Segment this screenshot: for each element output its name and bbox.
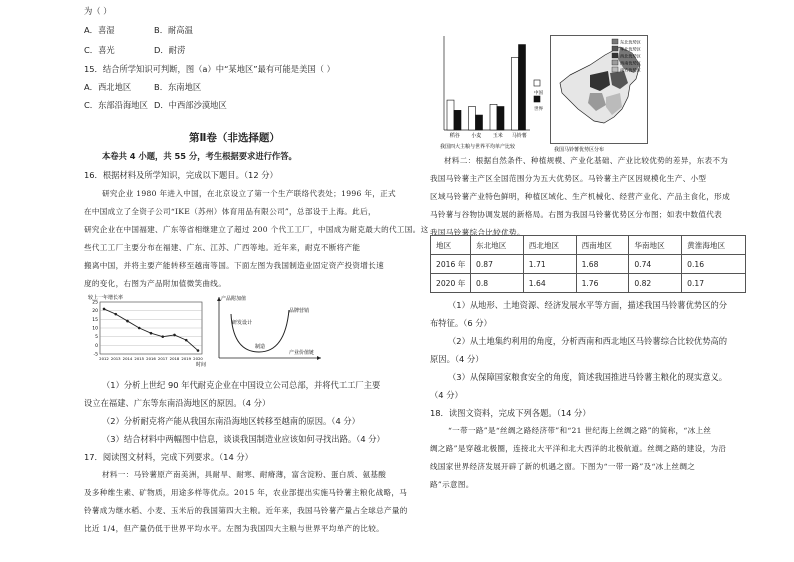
q17-sub1-line2: 布特征。（6 分） [430,318,492,328]
data-point [161,335,164,338]
table-row [431,255,746,274]
q15-option-c: C．东部沿海地区 [84,100,148,110]
q17-para-line: 比近 1/4，但产量仍低于世界平均水平。左图为我国四大主粮与世界平均单产的比较。 [84,524,385,533]
legend-swatch [612,67,618,72]
table-cell: 2020 年 [431,274,471,293]
x-tick-label: 2018 [169,356,180,361]
mat2-line: 材料二：根据自然条件、种植规模、产业化基础、产业比较优势的差异，东表不为 [444,156,729,165]
table-cell: 0.87 [471,255,524,274]
mat2-line: 我国马铃薯主产区全国范围分为五大优势区。马铃薯主产区因规模化生产、小型 [430,174,707,183]
x-tick-label: 2016 [146,356,156,361]
y-tick-label: 10 [92,326,98,332]
mat2-line: 我国马铃薯综合比较优势。 [430,228,525,237]
q15-option-a: A．西北地区 [84,82,132,92]
q15-option-d: D．中西部沙漠地区 [154,100,227,110]
q17-sub2-line1: （2）从土地集约利用的角度，分析西南和西北地区马铃薯综合比较优势高的 [448,336,728,346]
x-tick-label: 2017 [157,356,168,361]
mat2-line: 区域马铃薯产业特色鲜明，种植区域化、生产机械化、经营产业化、产品主食化，形成 [430,192,730,201]
q16-para-line: 研究企业在中国福建、广东等省相继建立了超过 200 个代工工厂，中国成为耐克最大的代工国。这 [84,225,429,234]
q17-sub3-line1: （3）从保障国家粮食安全的角度，简述我国推进马铃薯主粮化的现实意义。 [448,372,728,382]
x-tick-label: 2015 [134,356,145,361]
y-tick-label: 20 [92,309,98,315]
q14-option-a: A．喜湿 [84,25,115,35]
x-tick-label: 2020 [193,356,203,361]
chart-title: 我国四大主粮与世界平均单产比较 [440,144,516,150]
table-header-cell: 地区 [431,236,471,255]
category-label: 马铃薯 [511,133,527,139]
smile-curve-chart [209,292,334,367]
table-header-cell: 东北地区 [471,236,524,255]
section-note: 本卷共 4 小题，共 55 分，考生根据要求进行作答。 [102,151,297,161]
q16-sub1-line1: （1）分析上世纪 90 年代耐克企业在中国设立公司总部，并将代工工厂主要 [102,380,381,390]
y-tick-label: 0 [95,343,98,349]
y-axis-label: 较上一年增长率 [88,295,124,301]
investment-growth-chart [84,292,214,367]
q16-para-line: 研究企业 1980 年进入中国，在北京设立了第一个生产联络代表处；1996 年，正式 [102,189,396,198]
q16-sub3: （3）结合材料中两幅图中信息，谈谈我国制造业应该如何寻找出路。（4 分） [102,434,385,444]
bar [490,104,497,130]
bar [469,107,476,131]
table-cell: 0.8 [471,274,524,293]
legend-label: 西南优势区 [620,60,641,66]
q16-para-line: 在中国成立了全资子公司“IKE（苏州）体育用品有限公司”，总部设于上海。此后， [84,207,376,216]
right-column [430,0,750,562]
q16-para-line: 搬离中国，并将主要产能转移至越南等国。下面左图为我国制造业固定资产投资增长速 [84,261,384,270]
x-tick-label: 2012 [99,356,109,361]
q15-stem: 15．结合所学知识可判断，图（a）中“某地区”最有可能是美国（ ） [84,64,335,74]
q18-para-line: 路”示意图。 [430,480,474,489]
y-tick-label: 25 [92,300,98,306]
data-point [103,308,106,311]
q14-option-d: D．耐涝 [154,45,186,55]
data-point [150,332,153,335]
series-line [104,309,198,351]
data-point [185,339,188,342]
legend-label: 世界 [534,107,543,112]
bar [447,100,454,130]
bar [519,45,526,130]
q14-option-b: B．耐高温 [154,25,193,35]
left-column [84,0,429,562]
table-cell: 0.17 [682,274,746,293]
x-axis-label: 时间 [196,362,207,367]
legend-swatch [612,60,618,65]
q14-tail: 为（ ） [84,6,112,16]
mat2-line: 马铃薯与谷物协调发展的新格局。右图为我国马铃薯优势区分布图；如表中数值代表 [430,210,723,219]
category-label: 小麦 [471,133,482,139]
x-axis-label: 产业价值链 [289,350,315,356]
comparative-advantage-table [430,235,746,293]
q17-stem: 17．阅读图文材料，完成下列要求。（14 分） [84,452,253,462]
category-label: 玉米 [492,133,503,139]
yield-bar-chart [438,30,548,150]
table-header-cell: 西南地区 [576,236,629,255]
table-header-cell: 西北地区 [523,236,576,255]
q18-para-line: “一带一路”是“丝绸之路经济带”和“21 世纪海上丝绸之路”的简称，“冰上丝 [448,426,712,435]
q17-para-line: 及多种维生素、矿物质，用途多样等优点。2015 年，农业部提出实施马铃薯主粮化战略，马 [84,488,408,497]
legend-swatch [534,96,540,102]
table-cell: 0.74 [629,255,682,274]
q17-para-line: 材料一：马铃薯原产南美洲，具耐旱、耐寒、耐瘠薄，富含淀粉、蛋白质、氨基酸 [102,470,387,479]
label-rd-design: 研发设计 [232,320,253,326]
legend-swatch [612,53,618,58]
data-point [114,313,117,316]
table-cell: 0.16 [682,255,746,274]
q16-para-line: 度的变化，右图为产品附加值微笑曲线。 [84,279,227,288]
bar [454,110,461,130]
legend-label: 东北优势区 [620,39,641,45]
table-cell: 2016 年 [431,255,471,274]
category-label: 稻谷 [449,133,460,139]
q16-para-line: 些代工工厂主要分布在福建、广东、江苏、广西等地。近年来，耐克不断将产能 [84,243,361,252]
table-cell: 1.71 [523,255,576,274]
data-point [138,327,141,330]
table-cell: 1.68 [576,255,629,274]
q17-sub2-line2: 原因。（4 分） [430,354,484,364]
legend-label: 南方优势区 [620,67,641,73]
table-header-cell: 黄淮海地区 [682,236,746,255]
bar [476,115,483,130]
bar [497,107,504,131]
q17-sub1-line1: （1）从地形、土地资源、经济发展水平等方面，描述我国马铃薯优势区的分 [448,300,728,310]
y-axis-label: 产品附加值 [221,296,247,302]
q18-para-line: 绸之路”是穿越北极圈，连接北大平洋和北大西洋的北极航道。丝绸之路的建设，为沿 [430,444,727,453]
legend-swatch [612,46,618,51]
table-cell: 1.64 [523,274,576,293]
bar [512,57,519,130]
q16-sub1-line2: 设立在福建、广东等东南沿海地区的原因。（4 分） [84,398,271,408]
x-tick-label: 2014 [122,356,133,361]
q18-stem: 18．读图文资料，完成下列各题。（14 分） [430,408,591,418]
y-tick-label: 5 [95,335,98,341]
label-manufacturing: 制造 [255,344,266,350]
table-row [431,274,746,293]
y-tick-label: -5 [93,352,98,358]
x-tick-label: 2019 [181,356,192,361]
q16-sub2: （2）分析耐克将产能从我国东南沿海地区转移至越南的原因。（4 分） [102,416,360,426]
data-point [126,320,129,323]
q15-option-b: B．东南地区 [154,82,202,92]
legend-swatch [612,39,618,44]
table-header-row [431,236,746,255]
data-point [197,349,200,352]
x-axis-arrow [317,356,321,360]
legend-swatch [534,80,540,86]
table-cell: 1.76 [576,274,629,293]
legend-label: 中国 [534,91,543,96]
legend-label: 西北优势区 [620,53,641,59]
q17-sub3-line2: （4 分） [430,390,463,400]
q14-option-c: C．喜光 [84,45,115,55]
q16-stem: 16．根据材料及所学知识，完成以下题目。（12 分） [84,170,278,180]
potato-region-map [550,35,648,153]
section-title: 第Ⅱ卷（非选择题） [189,132,280,144]
data-point [173,334,176,337]
q18-para-line: 线国家世界经济发展开辟了新的机遇之窗。下图为“一带一路”及“冰上丝绸之 [430,462,696,471]
x-tick-label: 2013 [110,356,121,361]
y-tick-label: 15 [92,317,98,323]
legend-label: 华北优势区 [620,46,641,52]
map-title: 我国马铃薯优势区分布 [554,147,605,153]
table-cell: 0.82 [629,274,682,293]
label-brand-marketing: 品牌营销 [289,308,310,314]
q17-para-line: 铃薯成为继水稻、小麦、玉米后的我国第四大主粮。近年来，我国马铃薯产量占全球总产量的 [84,506,408,515]
table-header-cell: 华南地区 [629,236,682,255]
